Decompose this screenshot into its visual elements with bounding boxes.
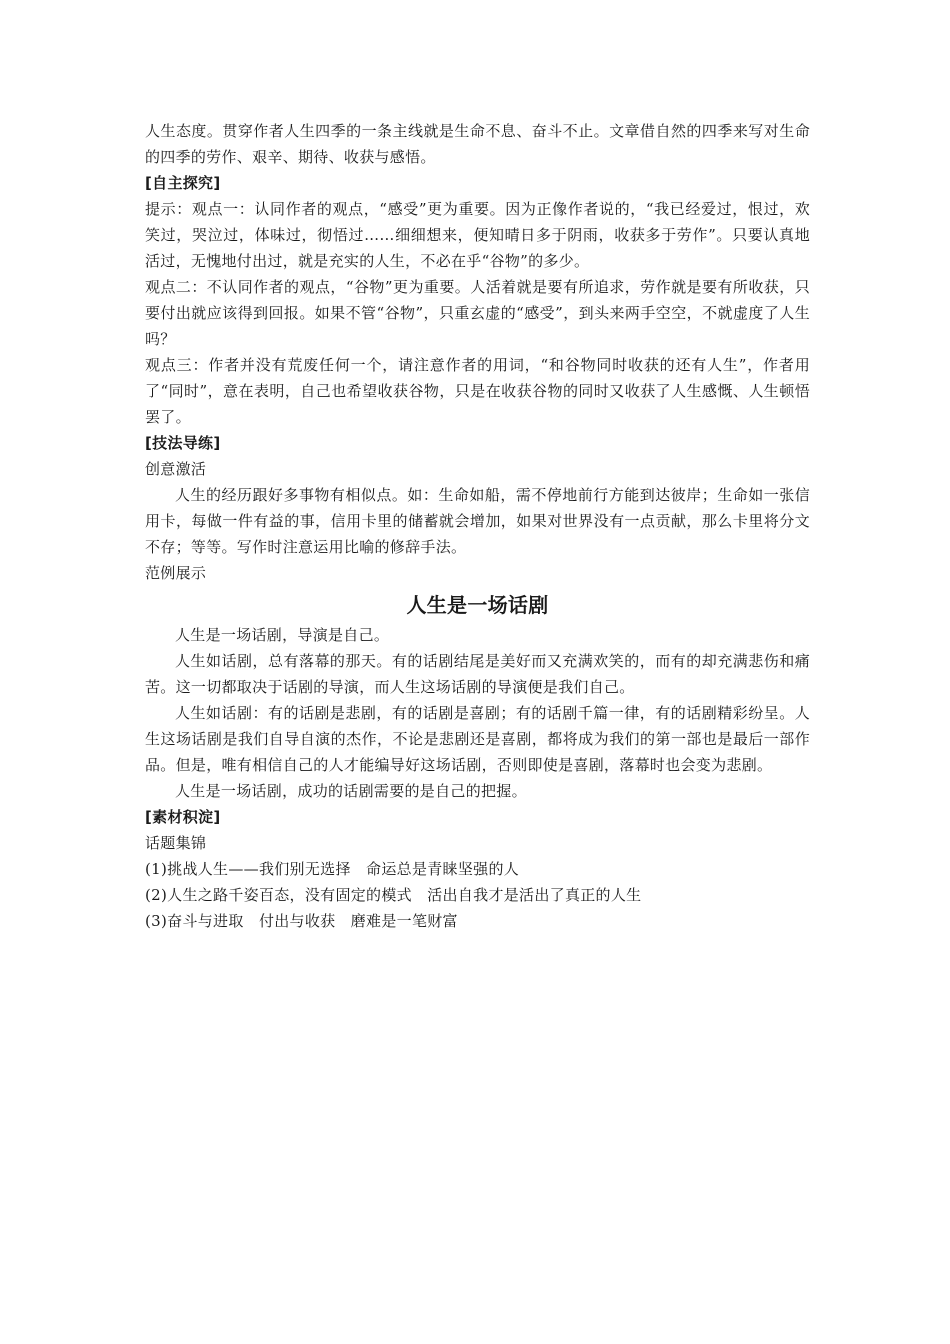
essay-title: 人生是一场话剧 <box>406 593 549 617</box>
essay-paragraph: 人生如话剧：有的话剧是悲剧，有的话剧是喜剧；有的话剧千篇一律，有的话剧精彩纷呈。人生这场话剧是我们自导自演的杰作，不论是悲剧还是喜剧，都将成为我们的第一部也是最后一部作品。但是，唯有相信自己的人才能编导好这场话剧，否则即使是喜剧，落幕时也会变为悲剧。 <box>145 704 810 774</box>
creative-paragraph: 人生的经历跟好多事物有相似点。如：生命如船，需不停地前行方能到达彼岸；生命如一张信用卡，每做一件有益的事，信用卡里的储蓄就会增加，如果对世界没有一点贡献，那么卡里将分文不存；等等。写作时注意运用比喻的修辞手法。 <box>145 486 810 556</box>
view-one-paragraph: 提示：观点一：认同作者的观点，“感受”更为重要。因为正像作者说的，“我已经爱过，恨过，欢笑过，哭泣过，体味过，彻悟过……细细想来，便知晴日多于阴雨，收获多于劳作”。只要认真地活过，无愧地付出过，就是充实的人生，不必在乎“谷物”的多少。 <box>145 200 810 270</box>
topics-label: 话题集锦 <box>145 834 207 852</box>
view-three-paragraph: 观点三：作者并没有荒废任何一个，请注意作者的用词，“和谷物同时收获的还有人生”，作者用了“同时”，意在表明，自己也希望收获谷物，只是在收获谷物的同时又收获了人生感慨、人生顿悟罢了。 <box>145 356 810 426</box>
view-two-paragraph: 观点二：不认同作者的观点，“谷物”更为重要。人活着就是要有所追求，劳作就是要有所收获，只要付出就应该得到回报。如果不管“谷物”，只重玄虚的“感受”，到头来两手空空，不就虚度了人生吗？ <box>145 278 810 348</box>
intro-paragraph: 人生态度。贯穿作者人生四季的一条主线就是生命不息、奋斗不止。文章借自然的四季来写对生命的四季的劳作、艰辛、期待、收获与感悟。 <box>145 122 810 166</box>
essay-paragraph: 人生如话剧，总有落幕的那天。有的话剧结尾是美好而又充满欢笑的，而有的却充满悲伤和痛苦。这一切都取决于话剧的导演，而人生这场话剧的导演便是我们自己。 <box>145 652 810 696</box>
document-page <box>145 118 810 934</box>
essay-paragraph: 人生是一场话剧，导演是自己。 <box>175 626 390 644</box>
self-study-heading: [自主探究] <box>145 174 221 192</box>
topic-item: (2)人生之路千姿百态，没有固定的模式 活出自我才是活出了真正的人生 <box>145 886 642 904</box>
technique-heading: [技法导练] <box>145 434 221 452</box>
topic-item: (1)挑战人生——我们别无选择 命运总是青睐坚强的人 <box>145 860 520 878</box>
material-heading: [素材积淀] <box>145 808 221 826</box>
creative-label: 创意激活 <box>145 460 207 478</box>
topic-item: (3)奋斗与进取 付出与收获 磨难是一笔财富 <box>145 912 458 930</box>
example-label: 范例展示 <box>145 564 207 582</box>
essay-paragraph: 人生是一场话剧，成功的话剧需要的是自己的把握。 <box>175 782 527 800</box>
